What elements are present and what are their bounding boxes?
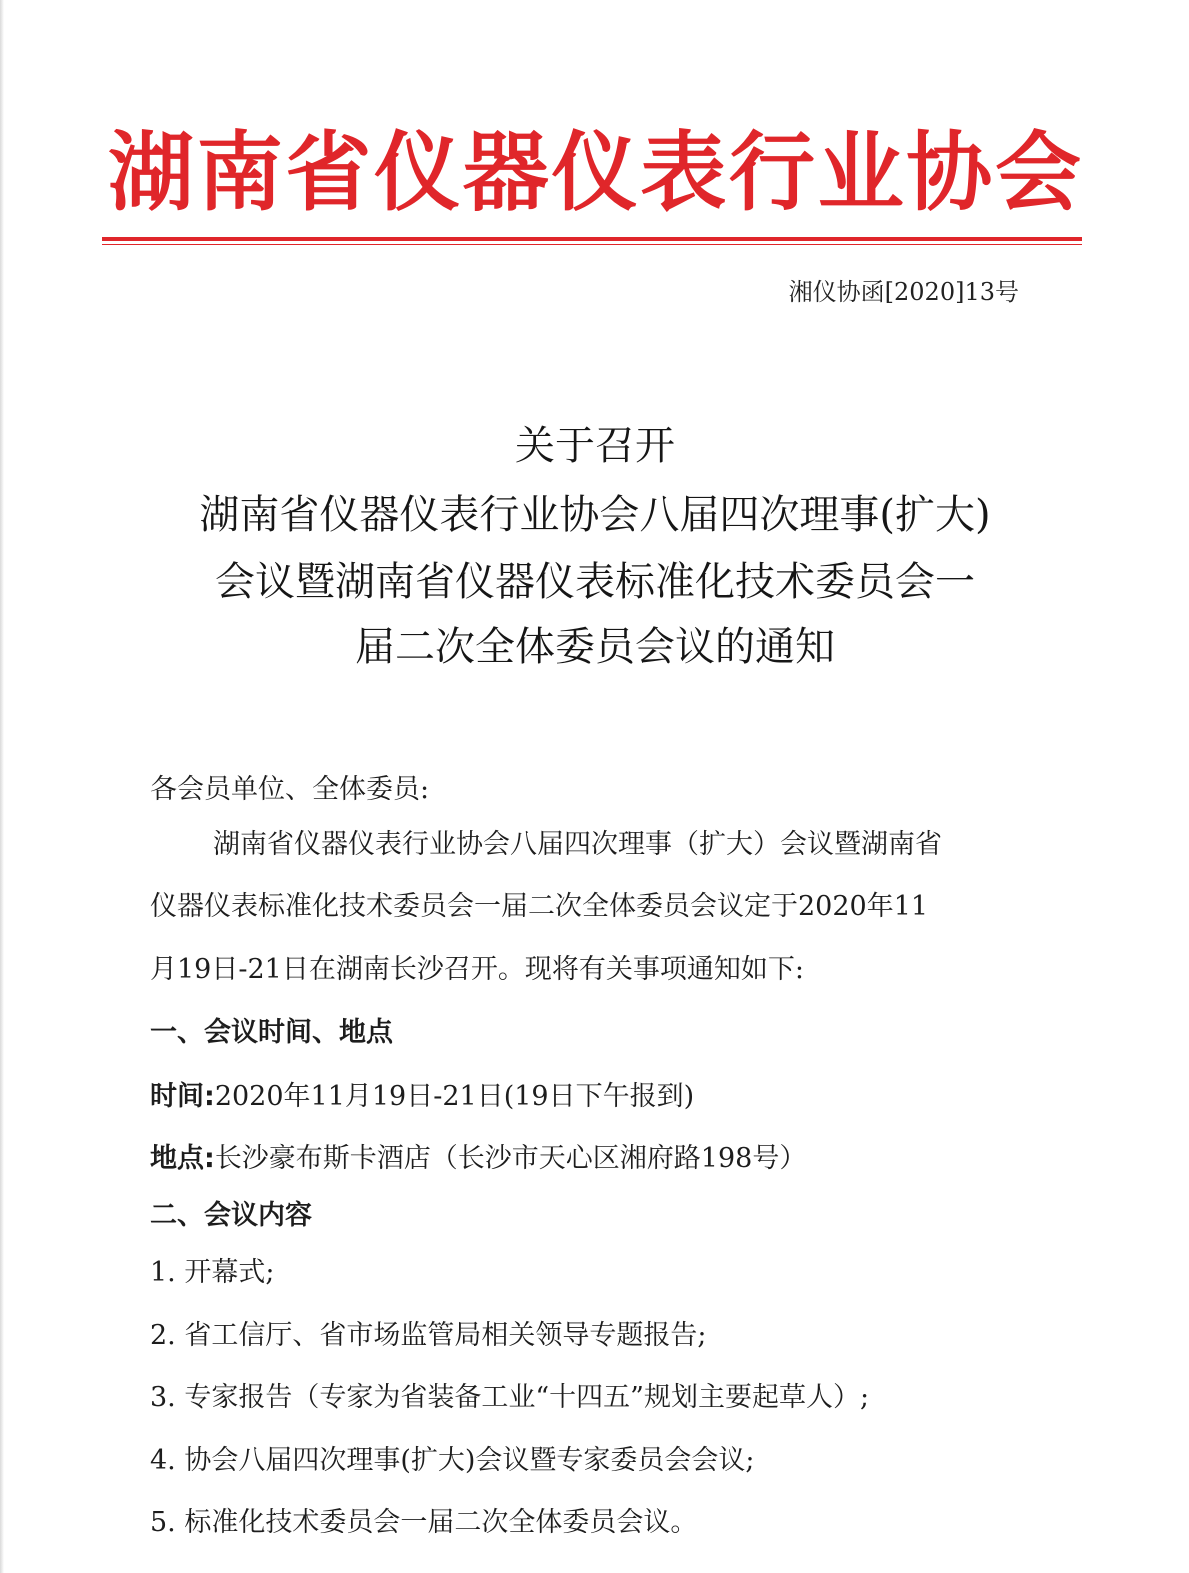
time-label: 时间:	[150, 1081, 215, 1112]
place-value: 长沙豪布斯卡酒店（长沙市天心区湘府路198号）	[214, 1143, 807, 1174]
time-value: 2020年11月19日-21日(19日下午报到)	[214, 1081, 695, 1112]
agenda-item: 5. 标准化技术委员会一届二次全体委员会议。	[150, 1507, 698, 1538]
meeting-place	[150, 1139, 806, 1179]
agenda-item: 3. 专家报告（专家为省装备工业“十四五”规划主要起草人）;	[150, 1382, 870, 1413]
title-line-3: 会议暨湖南省仪器仪表标准化技术委员会一	[215, 559, 975, 605]
document-number: 湘仪协函[2020]13号	[788, 278, 1019, 306]
salutation: 各会员单位、全体委员:	[150, 774, 430, 805]
title-line-1: 关于召开	[515, 423, 675, 469]
scan-edge	[0, 0, 4, 1573]
agenda-item: 4. 协会八届四次理事(扩大)会议暨专家委员会会议;	[150, 1445, 755, 1476]
title-line-2: 湖南省仪器仪表行业协会八届四次理事(扩大)	[199, 492, 991, 538]
letterhead-rule-thick	[102, 237, 1082, 241]
letterhead-rule-thin	[102, 244, 1082, 245]
section-heading-time-place: 一、会议时间、地点	[150, 1017, 393, 1048]
place-label: 地点:	[150, 1143, 215, 1174]
agenda-item: 1. 开幕式;	[150, 1257, 275, 1288]
paragraph-line-2: 仪器仪表标准化技术委员会一届二次全体委员会议定于2020年11	[150, 891, 929, 922]
paragraph-line-1: 湖南省仪器仪表行业协会八届四次理事（扩大）会议暨湖南省	[213, 829, 942, 860]
agenda-item: 2. 省工信厅、省市场监管局相关领导专题报告;	[150, 1320, 707, 1351]
title-line-4: 届二次全体委员会议的通知	[355, 624, 835, 670]
section-heading-content: 二、会议内容	[150, 1200, 312, 1231]
paragraph-line-3: 月19日-21日在湖南长沙召开。现将有关事项通知如下:	[150, 954, 804, 985]
letterhead-title: 湖南省仪器仪表行业协会	[108, 123, 1083, 223]
meeting-time	[150, 1077, 694, 1117]
